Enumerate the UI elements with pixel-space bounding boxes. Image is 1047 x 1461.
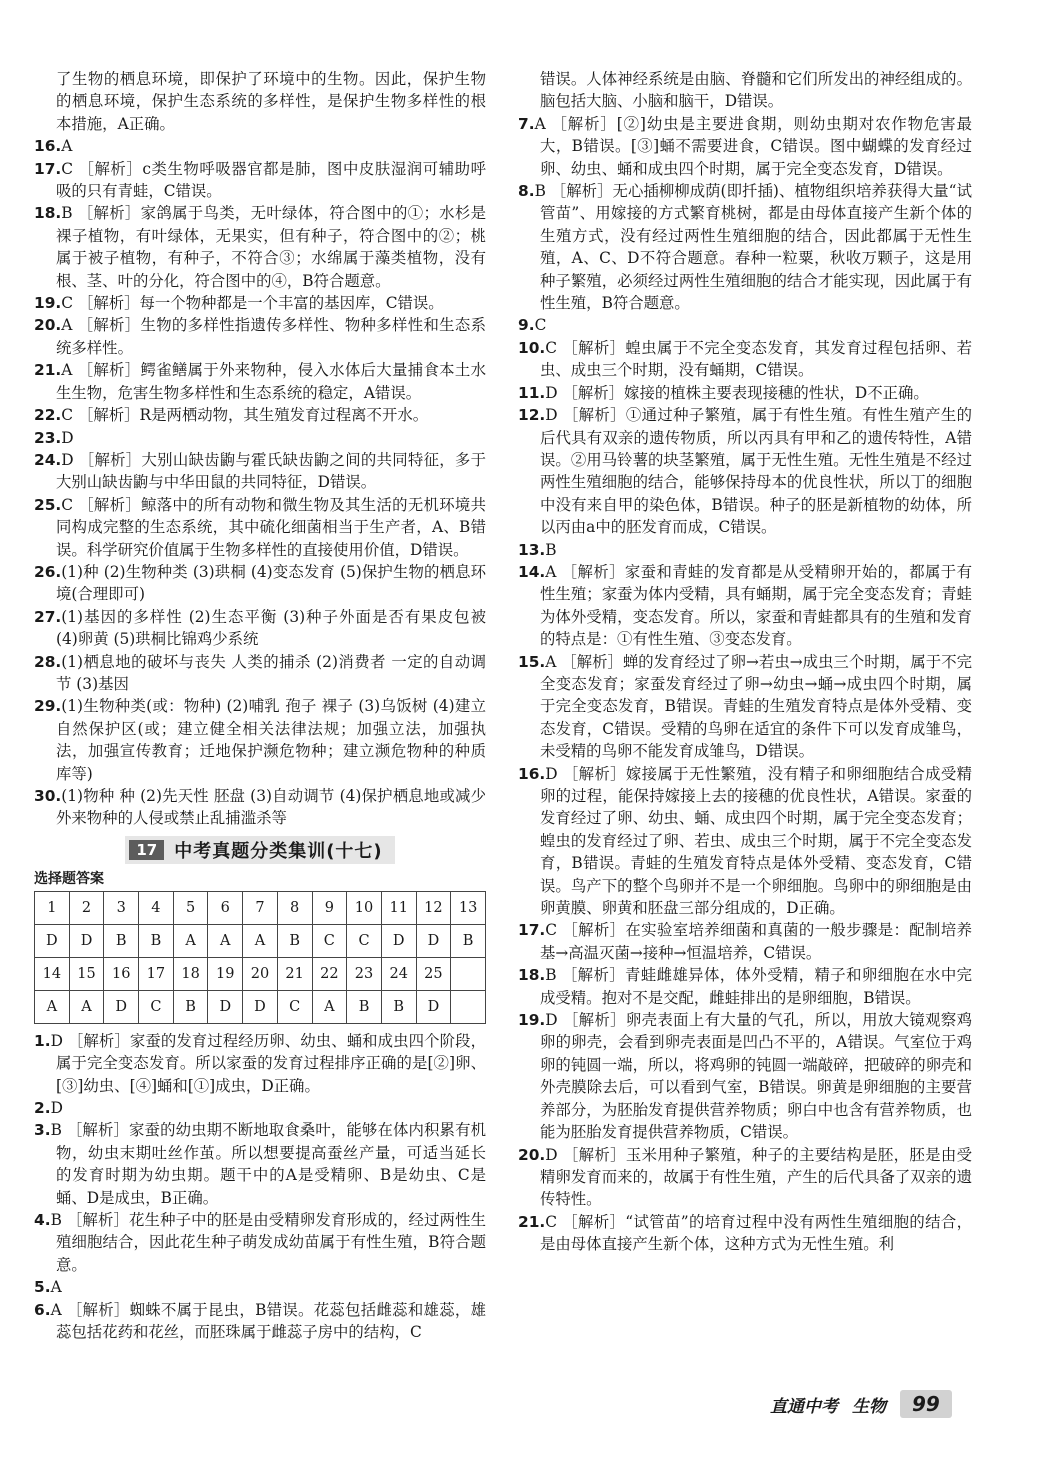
entry-number: 18.: [34, 204, 62, 223]
answer-cell: A: [243, 924, 278, 957]
answer-cell: 17: [139, 957, 174, 990]
section-number: 17: [129, 840, 164, 860]
answer-cell: C: [277, 990, 312, 1023]
entry-number: 9.: [518, 316, 535, 335]
answer-cell: 24: [381, 957, 416, 990]
answer-entry: [34, 651, 486, 696]
entry-text: C ［解析］“试管苗”的培育过程中没有两性生殖细胞的结合，是由母体直接产生新个体，这种方式为无性生殖。利: [540, 1212, 972, 1254]
answer-cell: D: [381, 924, 416, 957]
answer-entry: [518, 919, 972, 964]
answer-cell: 11: [381, 891, 416, 924]
entry-text: A ［解析］蜘蛛不属于昆虫，B错误。花蕊包括雌蕊和雄蕊，雄蕊包括花药和花丝，而胚珠属于雌蕊子房中的结构，C: [50, 1300, 486, 1342]
answer-entry: [34, 561, 486, 606]
answer-cell: 5: [173, 891, 208, 924]
entry-number: 17.: [34, 159, 62, 178]
answer-cell: B: [139, 924, 174, 957]
answer-cell: 9: [312, 891, 347, 924]
entry-text: 错误。人体神经系统是由脑、脊髓和它们所发出的神经组成的。脑包括大脑、小脑和脑干，D错误。: [540, 70, 972, 111]
answer-entry: [34, 606, 486, 651]
answers-label: 选择题答案: [34, 870, 104, 887]
entry-number: 26.: [34, 562, 62, 581]
entry-text: A ［解析］蝉的发育经过了卵→若虫→成虫三个时期，属于不完全变态发育；家蚕发育经过了卵→幼虫→蛹→成虫四个时期，属于完全变态发育，B错误。青蛙的生殖发育特点是体外受精、变态发育，C错误。受精的鸟卵在适宜的条件下可以发育成雏鸟，未受精的鸟卵不能发育成雏鸟，D错误。: [540, 652, 972, 761]
answer-entry: [518, 1144, 972, 1211]
entry-text: (1)种 (2)生物种类 (3)珙桐 (4)变态发育 (5)保护生物的栖息环境(合理即可): [56, 562, 486, 604]
answer-entry: [34, 785, 486, 830]
entry-text: A: [61, 137, 73, 156]
answer-cell: 19: [208, 957, 243, 990]
answer-cell: D: [416, 990, 451, 1023]
answer-cell: 2: [69, 891, 104, 924]
answer-cell: 23: [347, 957, 382, 990]
entry-number: 25.: [34, 495, 62, 514]
entry-text: C ［解析］蝗虫属于不完全变态发育，其发育过程包括卵、若虫、成虫三个时期，没有蛹期，C错误。: [540, 338, 972, 380]
answer-cell: D: [416, 924, 451, 957]
answer-entry: [518, 404, 972, 538]
entry-text: B: [545, 540, 557, 559]
answer-entry: [518, 539, 972, 561]
answer-cell: 13: [451, 891, 486, 924]
answer-entry: [518, 314, 972, 336]
entry-number: 24.: [34, 450, 62, 469]
answer-entry: [34, 494, 486, 561]
entry-text: D ［解析］玉米用种子繁殖，种子的主要结构是胚，胚是由受精卵发育而来的，故属于有性生殖，产生的后代具备了双亲的遗传特性。: [540, 1145, 972, 1209]
section-header: [34, 836, 486, 864]
entry-number: 11.: [518, 383, 546, 402]
entry-text: D ［解析］卵壳表面上有大量的气孔，所以，用放大镜观察鸡卵的卵壳，会看到卵壳表面是凹凸不平的，A错误。气室位于鸡卵的钝圆一端，所以，将鸡卵的钝圆一端敲碎，把破碎的卵壳和外壳膜除去后，可以看到气室，B错误。卵黄是卵细胞的主要营养部分，为胚胎发育提供营养物质；卵白中也含有营养物质，也能为胚胎发育提供营养物质，C错误。: [540, 1011, 972, 1142]
answer-cell: A: [173, 924, 208, 957]
answer-entry: [34, 1209, 486, 1276]
entry-text: B ［解析］无心插柳柳成荫(即扦插)、植物组织培养获得大量“试管苗”、用嫁接的方式繁育桃树，都是由母体直接产生新个体的生殖方式，没有经过两性生殖细胞的结合，因此都属于无性生殖，A、C、D不符合题意。春种一粒粟，秋收万颗子，这是用种子繁殖，必须经过两性生殖细胞的结合才能实现，因此属于有性生殖，B符合题意。: [534, 182, 972, 313]
entry-text: (1)栖息地的破坏与丧失 人类的捕杀 (2)消费者 一定的自动调节 (3)基因: [56, 652, 486, 693]
entry-text: C ［解析］R是两栖动物，其生殖发育过程离不开水。: [61, 406, 429, 425]
entry-text: (1)基因的多样性 (2)生态平衡 (3)种子外面是否有果皮包被 (4)卵黄 (5)珙桐比锦鸡少系统: [56, 607, 486, 649]
entry-number: 21.: [34, 361, 62, 380]
entry-text: A ［解析］鳄雀鳝属于外来物种，侵入水体后大量捕食本土水生生物，危害生物多样性和生态系统的稳定，A错误。: [56, 361, 486, 402]
entry-text: D ［解析］大别山缺齿鼩与霍氏缺齿鼩之间的共同特征，多于大别山缺齿鼩与中华田鼠的共同特征，D错误。: [56, 450, 486, 492]
answer-cell: 15: [69, 957, 104, 990]
entry-number: 22.: [34, 406, 62, 425]
entry-number: 19.: [34, 294, 62, 313]
entry-text: C ［解析］每一个物种都是一个丰富的基因库，C错误。: [61, 294, 444, 313]
entry-number: 12.: [518, 406, 546, 425]
answer-entry: [518, 964, 972, 1009]
page-footer: [770, 1390, 952, 1418]
entry-number: 2.: [34, 1099, 51, 1118]
answer-cell: A: [35, 990, 70, 1023]
answer-entry: [34, 359, 486, 404]
answer-entry: [34, 314, 486, 359]
entry-number: 21.: [518, 1212, 546, 1231]
answer-cell: 16: [104, 957, 139, 990]
entry-number: 20.: [518, 1145, 546, 1164]
entry-text: C ［解析］鲸落中的所有动物和微生物及其生活的无机环境共同构成完整的生态系统，其中硫化细菌相当于生产者，A、B错误。科学研究价值属于生物多样性的直接使用价值，D错误。: [56, 495, 486, 559]
answer-entry: [34, 202, 486, 292]
entry-number: 7.: [518, 114, 535, 133]
answer-cell: 21: [277, 957, 312, 990]
entry-number: 4.: [34, 1211, 51, 1230]
entry-number: 27.: [34, 607, 62, 626]
answer-table-row: [35, 891, 486, 924]
answer-cell: 20: [243, 957, 278, 990]
answer-entry: [34, 292, 486, 314]
entry-number: 5.: [34, 1278, 51, 1297]
section-title-text: 中考真题分类集训(十七): [174, 840, 383, 862]
page-number: 99: [900, 1390, 952, 1418]
answer-entry: [34, 68, 486, 135]
answer-cell: B: [347, 990, 382, 1023]
answer-cell: [451, 990, 486, 1023]
answer-cell: B: [381, 990, 416, 1023]
answer-entry: [518, 337, 972, 382]
answer-cell: 22: [312, 957, 347, 990]
answer-entry: [34, 135, 486, 157]
answer-entry: [518, 763, 972, 920]
entry-number: 16.: [34, 137, 62, 156]
answer-entry: [518, 113, 972, 180]
answer-cell: A: [69, 990, 104, 1023]
answer-cell: D: [243, 990, 278, 1023]
answer-table: [34, 891, 486, 1024]
entry-number: 6.: [34, 1300, 51, 1319]
answer-cell: C: [347, 924, 382, 957]
answer-entry: [34, 1299, 486, 1344]
entry-number: 1.: [34, 1031, 51, 1050]
answer-entry: [518, 1009, 972, 1143]
answer-cell: [451, 957, 486, 990]
entry-text: D ［解析］家蚕的发育过程经历卵、幼虫、蛹和成虫四个阶段，属于完全变态发育。所以家蚕的发育过程排序正确的是[②]卵、[③]幼虫、[④]蛹和[①]成虫，D正确。: [50, 1031, 486, 1095]
answer-cell: C: [312, 924, 347, 957]
entry-text: D ［解析］①通过种子繁殖，属于有性生殖。有性生殖产生的后代具有双亲的遗传物质，所以丙具有甲和乙的遗传特性，A错误。②用马铃薯的块茎繁殖，属于无性生殖。无性生殖是不经过两性生殖细胞的结合，能够保持母本的优良性状，所以丁的细胞中没有来自甲的染色体，B错误。种子的胚是新植物的幼体，所以丙由a中的胚发育而成，C错误。: [540, 406, 972, 537]
answer-cell: 18: [173, 957, 208, 990]
answer-cell: B: [277, 924, 312, 957]
entry-number: 18.: [518, 966, 546, 985]
answer-cell: C: [139, 990, 174, 1023]
answer-cell: 1: [35, 891, 70, 924]
answer-entry: [34, 695, 486, 785]
entry-text: B ［解析］花生种子中的胚是由受精卵发育形成的，经过两性生殖细胞结合，因此花生种子萌发成幼苗属于有性生殖，B符合题意。: [50, 1211, 486, 1274]
answer-cell: 25: [416, 957, 451, 990]
left-entries-block: [34, 68, 486, 830]
answer-cell: 10: [347, 891, 382, 924]
entry-number: 3.: [34, 1121, 51, 1140]
entry-number: 10.: [518, 338, 546, 357]
answer-table-row: [35, 990, 486, 1023]
answer-entry: [34, 1276, 486, 1298]
answer-table-row: [35, 957, 486, 990]
answer-cell: D: [35, 924, 70, 957]
entry-number: 23.: [34, 428, 62, 447]
left-entries-block-2: [34, 1030, 486, 1344]
entry-text: C: [534, 316, 547, 335]
answer-cell: D: [104, 990, 139, 1023]
answer-cell: A: [312, 990, 347, 1023]
answer-table-row: [35, 924, 486, 957]
answer-entry: [518, 561, 972, 651]
entry-text: B ［解析］家鸽属于鸟类，无叶绿体，符合图中的①；水杉是裸子植物，有叶绿体，无果实，但有种子，符合图中的②；桃属于被子植物，有种子，不符合③；水绵属于藻类植物，没有根、茎、叶的分化，符合图中的④，B符合题意。: [56, 204, 486, 290]
entry-text: B ［解析］青蛙雌雄异体，体外受精，精子和卵细胞在水中完成受精。抱对不是交配，雌蛙排出的是卵细胞，B错误。: [540, 966, 972, 1007]
entry-text: C ［解析］c类生物呼吸器官都是肺，图中皮肤湿润可辅助呼吸的只有青蛙，C错误。: [56, 159, 486, 201]
answer-entry: [34, 1119, 486, 1209]
answer-cell: 8: [277, 891, 312, 924]
entry-text: A ［解析］家蚕和青蛙的发育都是从受精卵开始的，都属于有性生殖；家蚕为体内受精，具有蛹期，属于完全变态发育；青蛙为体外受精，变态发育。所以，家蚕和青蛙都具有的生殖和发育的特点是：①有性生殖、③变态发育。: [540, 562, 972, 649]
entry-text: A: [50, 1278, 62, 1297]
answer-cell: D: [69, 924, 104, 957]
entry-number: 14.: [518, 562, 546, 581]
entry-number: 28.: [34, 652, 62, 671]
answer-entry: [34, 449, 486, 494]
answer-cell: 6: [208, 891, 243, 924]
answer-entry: [518, 180, 972, 314]
answer-entry: [518, 382, 972, 404]
answer-entry: [34, 1097, 486, 1119]
entry-number: 13.: [518, 540, 546, 559]
answer-entry: [518, 1211, 972, 1256]
answer-cell: 3: [104, 891, 139, 924]
answer-cell: B: [104, 924, 139, 957]
entry-text: A ［解析］生物的多样性指遗传多样性、物种多样性和生态系统多样性。: [56, 316, 486, 357]
entry-number: 30.: [34, 787, 62, 805]
answer-entry: [518, 651, 972, 763]
answer-cell: A: [208, 924, 243, 957]
subject-label: 生物: [852, 1396, 886, 1417]
entry-number: 19.: [518, 1011, 546, 1030]
answer-entry: [518, 68, 972, 113]
entry-text: A ［解析］[②]幼虫是主要进食期，则幼虫期对农作物危害最大，B错误。[③]蛹不需要进食，C错误。图中蝴蝶的发育经过卵、幼虫、蛹和成虫四个时期，属于完全变态发育，D错误。: [534, 114, 972, 178]
section-banner: [125, 836, 394, 864]
answer-cell: 14: [35, 957, 70, 990]
answer-cell: B: [173, 990, 208, 1023]
entry-text: B ［解析］家蚕的幼虫期不断地取食桑叶，能够在体内积累有机物，幼虫末期吐丝作茧。所以想要提高蚕丝产量，可适当延长的发育时期为幼虫期。题干中的A是受精卵、B是幼虫、C是蛹、D是成虫，B正确。: [50, 1121, 486, 1207]
entry-number: 29.: [34, 697, 62, 716]
entry-number: 16.: [518, 764, 546, 783]
answer-cell: B: [451, 924, 486, 957]
entry-number: 17.: [518, 921, 546, 940]
answer-cell: D: [208, 990, 243, 1023]
entry-text: (1)物种 种 (2)先天性 胚盘 (3)自动调节 (4)保护栖息地或减少外来物种的人侵或禁止乱捕滥杀等: [56, 787, 486, 828]
answer-entry: [34, 427, 486, 449]
answer-cell: 7: [243, 891, 278, 924]
answer-cell: 12: [416, 891, 451, 924]
entry-number: 15.: [518, 652, 546, 671]
entry-text: D ［解析］嫁接的植株主要表现接穗的性状，D不正确。: [545, 383, 929, 402]
answer-entry: [34, 158, 486, 203]
entry-text: D: [61, 428, 74, 447]
entry-text: D ［解析］嫁接属于无性繁殖，没有精子和卵细胞结合成受精卵的过程，能保持嫁接上去的接穗的优良性状，A错误。家蚕的发育经过了卵、幼虫、蛹、成虫四个时期，属于完全变态发育；蝗虫的发育经过了卵、若虫、成虫三个时期，属于不完全变态发育，B错误。青蛙的生殖发育特点是体外受精、变态发育，C错误。鸟产下的整个鸟卵并不是一个卵细胞。鸟卵中的卵细胞是由卵黄膜、卵黄和胚盘三部分组成的，D正确。: [540, 764, 972, 918]
answer-entry: [34, 1030, 486, 1097]
answer-cell: 4: [139, 891, 174, 924]
right-column: [518, 68, 972, 1256]
left-column: [34, 68, 486, 1344]
entry-number: 8.: [518, 182, 535, 201]
answer-entry: [34, 404, 486, 426]
book-title: 直通中考: [770, 1396, 838, 1417]
entry-text: (1)生物种类(或：物种) (2)哺乳 孢子 裸子 (3)乌饭树 (4)建立自然保护区(或；建立健全相关法律法规；加强立法，加强执法，加强宣传教育；迁地保护濒危物种；建立濒危物种的种质库等): [56, 697, 486, 783]
entry-text: C ［解析］在实验室培养细菌和真菌的一般步骤是：配制培养基→高温灭菌→接种→恒温培养，C错误。: [540, 921, 972, 962]
entry-number: 20.: [34, 316, 62, 335]
entry-text: 了生物的栖息环境，即保护了环境中的生物。因此，保护生物的栖息环境，保护生态系统的多样性，是保护生物多样性的根本措施，A正确。: [56, 70, 486, 133]
entry-text: D: [50, 1099, 63, 1118]
right-entries-block: [518, 68, 972, 1256]
